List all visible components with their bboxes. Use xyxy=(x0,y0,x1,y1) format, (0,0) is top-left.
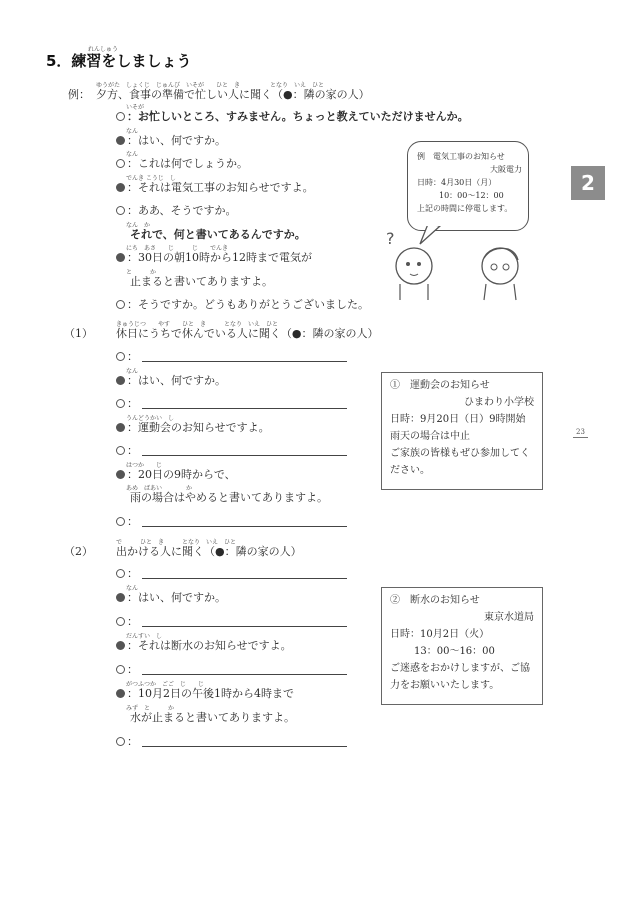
speaker-filled-circle-icon xyxy=(116,689,125,698)
dialogue-text: ： xyxy=(127,350,138,363)
speaker-open-circle-icon xyxy=(116,206,125,215)
dialogue-text: ： xyxy=(127,444,138,457)
notice-line: ご家族の皆様もぜひ参加してく xyxy=(390,448,530,459)
dialogue-text: ：それは断水のお知らせですよ。 xyxy=(127,639,292,652)
dialogue-line xyxy=(116,421,270,435)
speaker-filled-circle-icon xyxy=(116,376,125,385)
exercise1-number: （1） xyxy=(64,327,93,340)
dialogue-line xyxy=(116,374,226,388)
dialogue-line xyxy=(116,134,226,148)
dialogue-text: ：それは電気工事のお知らせですよ。 xyxy=(127,180,314,194)
speaker-filled-circle-icon xyxy=(116,470,125,479)
dialogue-ruby: にち あさ じ じ でんき xyxy=(126,245,229,252)
dialogue-line xyxy=(116,468,236,482)
dialogue-text: ：はい、何ですか。 xyxy=(127,591,226,604)
dialogue-line xyxy=(116,444,347,458)
dialogue-text: ：そうですか。どうもありがとうございました。 xyxy=(127,298,369,311)
notice-line: ① 運動会のお知らせ xyxy=(390,380,490,391)
eye-icon xyxy=(503,264,509,270)
dialogue-line xyxy=(130,228,306,242)
person-left-body xyxy=(400,284,428,300)
dialogue-line xyxy=(116,591,226,605)
example-ruby: ゆうがた しょくじ じゅんび いそが ひと き となり いえ ひと xyxy=(96,82,325,89)
notice-line: 13：00〜16：00 xyxy=(414,646,495,657)
dialogue-text: ：これは何でしょうか。 xyxy=(127,157,248,170)
answer-blank-input[interactable] xyxy=(142,350,347,362)
notice-sports-day xyxy=(381,372,543,490)
dialogue-line xyxy=(116,615,347,629)
bubble-tail xyxy=(420,224,440,244)
dialogue-text: ：お忙しいところ、すみません。ちょっと教えていただけませんか。 xyxy=(127,110,469,123)
answer-blank-input[interactable] xyxy=(142,735,347,747)
dialogue-ruby: なん xyxy=(126,127,139,135)
speaker-open-circle-icon xyxy=(116,159,125,168)
answer-blank-input[interactable] xyxy=(142,615,347,627)
dialogue-ruby: でんき こうじ し xyxy=(126,174,176,182)
exercise1-prompt: 休日にうちで休んでいる人に聞く（●：隣の家の人） xyxy=(116,327,379,340)
exercise2-number: （2） xyxy=(64,545,93,558)
exercise2-ruby: で ひと き となり いえ ひと xyxy=(116,539,237,546)
notice-line: 日時：10月2日（火） xyxy=(390,629,490,640)
speaker-filled-circle-icon xyxy=(116,593,125,602)
dialogue-line xyxy=(116,350,347,364)
section-title-ruby: れんしゅう xyxy=(88,46,119,53)
question-mark-icon: ? xyxy=(386,229,395,248)
dialogue-text: ： xyxy=(127,397,138,410)
bubble-line: 大阪電力 xyxy=(490,165,522,174)
answer-blank-input[interactable] xyxy=(142,515,347,527)
dialogue-ruby: はつか じ xyxy=(126,461,163,469)
section-title: 5．練習をしましょう xyxy=(46,52,192,70)
dialogue-ruby: いそが xyxy=(126,104,145,111)
dialogue-text: ： xyxy=(127,615,138,628)
speaker-open-circle-icon xyxy=(116,399,125,408)
dialogue-text: ： xyxy=(127,663,138,676)
eye-icon xyxy=(491,264,497,270)
dialogue-text: ：10月2日の午後1時から4時まで xyxy=(127,687,294,700)
dialogue-text: 止まると書いてありますよ。 xyxy=(130,274,273,288)
dialogue-ruby: なん か xyxy=(126,221,151,229)
speaker-open-circle-icon xyxy=(116,737,125,746)
notice-line: 東京水道局 xyxy=(484,612,534,623)
bubble-line: 10：00〜12：00 xyxy=(439,191,504,200)
dialogue-ruby: あめ ばあい か xyxy=(126,485,193,492)
dialogue-line xyxy=(116,110,469,124)
people-illustration xyxy=(380,222,540,302)
example-label: 例： xyxy=(68,88,90,101)
dialogue-text: ： xyxy=(127,735,138,748)
dialogue-ruby: みず と か xyxy=(126,705,175,712)
dialogue-line xyxy=(116,515,347,529)
bubble-line: 例 電気工事のお知らせ xyxy=(417,152,505,161)
dialogue-line xyxy=(116,397,347,411)
dialogue-line xyxy=(116,251,312,265)
dialogue-line xyxy=(130,491,328,505)
dialogue-line xyxy=(130,711,295,725)
notice-line: ② 断水のお知らせ xyxy=(390,595,480,606)
bubble-line: 日時：4月30日（月） xyxy=(417,178,497,187)
speaker-open-circle-icon xyxy=(116,665,125,674)
dialogue-text: ： xyxy=(127,567,138,580)
bubble-line: 上記の時間に停電します。 xyxy=(417,204,513,213)
dialogue-ruby: だんすい し xyxy=(126,633,163,640)
speaker-filled-circle-icon xyxy=(116,136,125,145)
chapter-tab: 2 xyxy=(571,166,605,200)
dialogue-text: ：運動会のお知らせですよ。 xyxy=(127,420,270,434)
dialogue-ruby: うんどうかい し xyxy=(126,414,175,422)
dialogue-text: ： xyxy=(127,514,138,528)
dialogue-line xyxy=(116,663,347,677)
speaker-open-circle-icon xyxy=(116,300,125,309)
bubble-tail-mask xyxy=(424,222,444,226)
dialogue-text: 雨の場合はやめると書いてありますよ。 xyxy=(130,491,328,504)
notice-line: 雨天の場合は中止 xyxy=(390,431,470,442)
notice-water-outage xyxy=(381,587,543,705)
dialogue-text: 水が止まると書いてありますよ。 xyxy=(130,711,295,724)
notice-line: 日時：9月20日（日）9時開始 xyxy=(390,414,526,425)
speaker-filled-circle-icon xyxy=(116,253,125,262)
dialogue-line xyxy=(116,639,292,653)
speaker-filled-circle-icon xyxy=(116,423,125,432)
dialogue-line xyxy=(130,275,273,289)
dialogue-ruby: と か xyxy=(126,268,157,276)
speaker-open-circle-icon xyxy=(116,517,125,526)
person-right-body xyxy=(484,284,516,300)
dialogue-line xyxy=(116,687,294,701)
eye-icon xyxy=(417,262,421,266)
dialogue-ruby: なん xyxy=(126,367,139,375)
page-number: 23 xyxy=(573,428,588,438)
notice-bubble xyxy=(407,141,529,231)
speaker-filled-circle-icon xyxy=(116,641,125,650)
speaker-open-circle-icon xyxy=(116,112,125,121)
notice-line: ひまわり小学校 xyxy=(464,397,534,408)
dialogue-line xyxy=(116,298,369,312)
dialogue-line xyxy=(116,157,248,171)
dialogue-text: ：はい、何ですか。 xyxy=(127,373,226,387)
notice-line: ご迷惑をおかけしますが、ご協 xyxy=(390,663,530,674)
dialogue-text: ：ああ、そうですか。 xyxy=(127,204,237,217)
dialogue-text: ：30日の朝10時から12時まで電気が xyxy=(127,251,312,264)
notice-line: ださい。 xyxy=(390,465,430,476)
speaker-open-circle-icon xyxy=(116,352,125,361)
answer-blank-input[interactable] xyxy=(142,397,347,409)
dialogue-ruby: なん xyxy=(126,585,139,592)
person-left-head xyxy=(396,248,432,284)
dialogue-text: ：20日の9時からで、 xyxy=(127,467,236,481)
speaker-filled-circle-icon xyxy=(116,183,125,192)
dialogue-line xyxy=(116,567,347,581)
answer-blank-input[interactable] xyxy=(142,663,347,675)
dialogue-text: それで、何と書いてあるんですか。 xyxy=(130,227,306,241)
example-prompt: 夕方、食事の準備で忙しい人に聞く（●：隣の家の人） xyxy=(96,88,370,101)
notice-line: 力をお願いいたします。 xyxy=(390,680,500,691)
speaker-open-circle-icon xyxy=(116,446,125,455)
eye-icon xyxy=(406,262,410,266)
dialogue-ruby: がつふつか ごご じ じ xyxy=(126,681,205,688)
dialogue-line xyxy=(116,181,314,195)
exercise2-prompt: 出かける人に聞く（●：隣の家の人） xyxy=(116,545,302,558)
dialogue-ruby: なん xyxy=(126,151,139,158)
exercise1-ruby: きゅうじつ やす ひと き となり いえ ひと xyxy=(116,321,279,328)
speaker-open-circle-icon xyxy=(116,617,125,626)
answer-blank-input[interactable] xyxy=(142,444,347,456)
dialogue-text: ：はい、何ですか。 xyxy=(127,133,226,147)
speaker-open-circle-icon xyxy=(116,569,125,578)
dialogue-line xyxy=(116,735,347,749)
answer-blank-input[interactable] xyxy=(142,567,347,579)
dialogue-line xyxy=(116,204,237,218)
